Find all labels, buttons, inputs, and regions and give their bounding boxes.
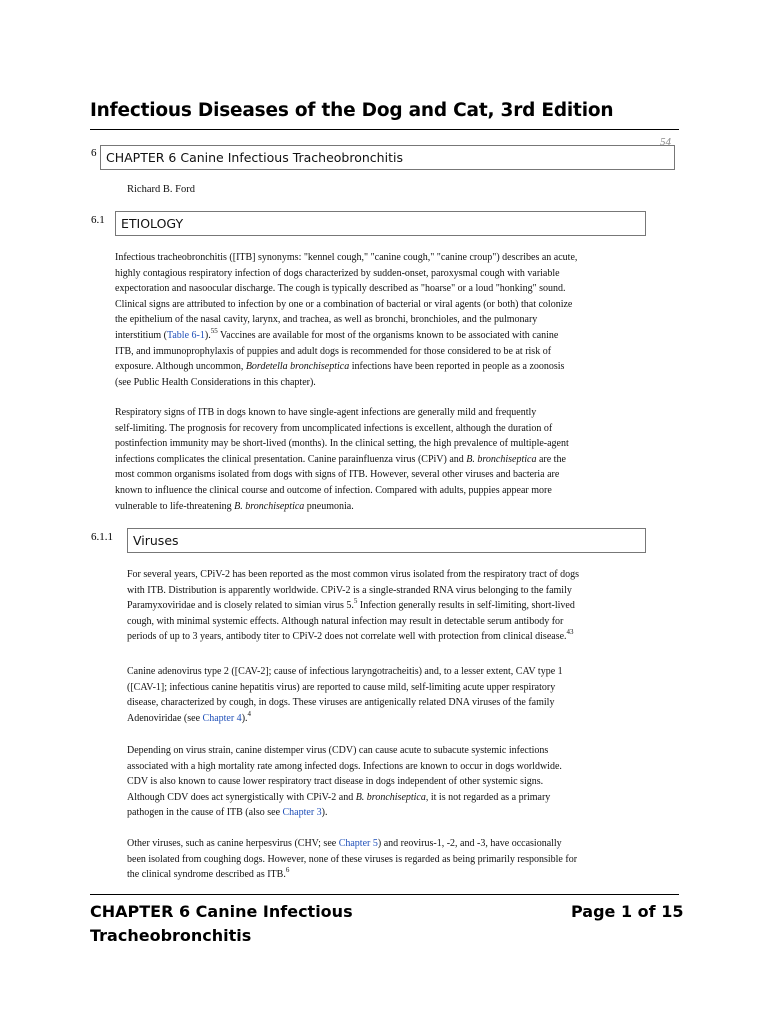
text-run: infections have been reported in people as a zoonosis xyxy=(349,361,565,373)
viruses-paragraph-2 xyxy=(127,664,563,726)
text-line xyxy=(127,867,577,883)
viruses-paragraph-1 xyxy=(127,567,579,645)
text-line xyxy=(127,629,579,645)
footer-rule xyxy=(90,894,679,895)
book-title: Infectious Diseases of the Dog and Cat, 3rd Edition xyxy=(90,100,614,121)
text-run: infections complicates the clinical presentation. Canine parainfluenza virus (CPiV) and xyxy=(115,453,467,465)
text-line: the epithelium of the nasal cavity, larynx, and trachea, as well as bronchi, bronchioles, and the pulmonary xyxy=(115,314,538,326)
text-line: highly contagious respiratory infection of dogs characterized by sudden-onset, paroxysmal cough with variable xyxy=(115,267,560,279)
footer-title-line: CHAPTER 6 Canine Infectious xyxy=(90,902,353,921)
citation-superscript: 4 xyxy=(247,709,252,718)
text-line: with ITB. Distribution is apparently worldwide. CPiV-2 is a single-stranded RNA virus belonging to the family xyxy=(127,584,572,596)
footer-title-line: Tracheobronchitis xyxy=(90,926,252,945)
text-line: ([CAV-1]; infectious canine hepatitis virus) are reported to cause mild, self-limiting acute upper respiratory xyxy=(127,681,556,693)
text-line xyxy=(115,359,577,375)
text-line xyxy=(115,328,577,344)
text-run: exposure. Although uncommon, xyxy=(115,361,246,373)
italic-term: B. bronchiseptica xyxy=(466,453,537,465)
text-run: Although CDV does act synergistically with CPiV-2 and xyxy=(127,791,356,803)
etiology-paragraph-1 xyxy=(115,250,577,390)
text-line: postinfection immunity may be short-lived (months). In the clinical setting, the high prevalence of multiple-agent xyxy=(115,438,569,450)
text-line: associated with a high mortality rate among infected dogs. Infections are known to occur in dogs worldwide. xyxy=(127,760,562,772)
chapter-4-link[interactable]: Chapter 4 xyxy=(202,712,242,724)
text-line: Depending on virus strain, canine distemper virus (CDV) can cause acute to subacute systemic infections xyxy=(127,745,549,756)
text-line: cough, with minimal systemic effects. Although natural infection may result in detectable serum antibody for xyxy=(127,615,564,627)
text-line: Clinical signs are attributed to infection by one or a combination of bacterial or viral agents (or both) that colonize xyxy=(115,298,573,310)
text-run: are the xyxy=(536,453,566,465)
text-line: CDV is also known to cause lower respiratory tract disease in dogs independent of other systemic signs. xyxy=(127,776,544,788)
section-number-6-1-1: 6.1.1 xyxy=(91,531,113,543)
viruses-paragraph-4 xyxy=(127,836,577,883)
text-line: ITB, and immunoprophylaxis of puppies and adult dogs is recommended for those considered to be at risk of xyxy=(115,345,552,357)
text-run: ) and reovirus-1, -2, and -3, have occasionally xyxy=(377,838,562,849)
citation-superscript: 55 xyxy=(210,326,218,335)
text-run: vulnerable to life-threatening xyxy=(115,500,235,512)
text-run: interstitium ( xyxy=(115,329,167,341)
viruses-paragraph-3 xyxy=(127,743,562,821)
footer-chapter-title xyxy=(90,900,353,948)
italic-term: B. bronchiseptica xyxy=(355,791,426,803)
footer-page-label: Page 1 of 15 xyxy=(571,902,684,921)
text-line xyxy=(127,598,579,614)
italic-term: Bordetella bronchiseptica xyxy=(245,361,350,373)
text-run: , it is not regarded as a primary xyxy=(425,791,551,803)
chapter-5-link[interactable]: Chapter 5 xyxy=(338,838,378,849)
chapter-3-link[interactable]: Chapter 3 xyxy=(282,807,322,819)
text-line: been isolated from coughing dogs. However, none of these viruses is regarded as being primarily responsible for xyxy=(127,853,578,865)
text-line xyxy=(115,452,569,468)
text-line: expectoration and nasoocular discharge. The cough is typically described as "hoarse" or a loud "honking" sound. xyxy=(115,283,566,295)
text-run: pneumonia. xyxy=(304,500,354,512)
table-6-1-link[interactable]: Table 6-1 xyxy=(166,329,205,341)
text-run: periods of up to 3 years, antibody titer to CPiV-2 does not correlate well with protection from clinical disease. xyxy=(127,631,567,643)
page-number: 54 xyxy=(660,136,671,148)
author: Richard B. Ford xyxy=(127,184,195,195)
text-run: ). xyxy=(241,712,248,724)
section-heading-viruses: Viruses xyxy=(127,528,646,553)
section-heading-etiology: ETIOLOGY xyxy=(115,211,646,236)
header-rule xyxy=(90,129,679,130)
text-run: Infection generally results in self-limiting, short-lived xyxy=(357,600,575,612)
citation-superscript: 5 xyxy=(353,597,358,606)
section-number-6-1: 6.1 xyxy=(91,214,105,226)
text-run: the clinical syndrome described as ITB. xyxy=(127,869,286,881)
text-line: Infectious tracheobronchitis ([ITB] synonyms: "kennel cough," "canine cough," "canine croup") describes an acute, xyxy=(115,252,578,263)
text-line: For several years, CPiV-2 has been reported as the most common virus isolated from the respiratory tract of dogs xyxy=(127,569,580,580)
text-run: Other viruses, such as canine herpesvirus (CHV; see xyxy=(127,838,339,849)
italic-term: B. bronchiseptica xyxy=(234,500,305,512)
text-line: (see Public Health Considerations in this chapter). xyxy=(115,376,316,388)
text-line: Canine adenovirus type 2 ([CAV-2]; cause of infectious laryngotracheitis) and, to a lesser extent, CAV type 1 xyxy=(127,666,563,677)
text-line xyxy=(127,711,563,727)
text-line: most common organisms isolated from dogs with signs of ITB. However, several other viruses and bacteria are xyxy=(115,469,560,481)
text-line xyxy=(127,790,562,806)
text-run: Paramyxoviridae and is closely related to simian virus 5. xyxy=(127,600,354,612)
text-line: known to influence the clinical course and outcome of infection. Compared with adults, puppies appear more xyxy=(115,484,552,496)
text-run: ). xyxy=(204,329,211,341)
text-line xyxy=(127,805,562,821)
text-line xyxy=(115,499,569,515)
chapter-heading: CHAPTER 6 Canine Infectious Tracheobronchitis xyxy=(100,145,675,170)
text-run: ). xyxy=(321,807,328,819)
chapter-number: 6 xyxy=(91,147,97,159)
text-line: disease, characterized by cough, in dogs. These viruses are antigenically related DNA viruses of the family xyxy=(127,697,555,709)
citation-superscript: 6 xyxy=(285,866,290,875)
citation-superscript: 43 xyxy=(566,628,574,637)
text-line: Respiratory signs of ITB in dogs known to have single-agent infections are generally mild and frequently xyxy=(115,407,537,418)
etiology-paragraph-2 xyxy=(115,405,569,514)
text-line: self-limiting. The prognosis for recovery from uncomplicated infections is excellent, although the duration of xyxy=(115,422,553,434)
text-run: Adenoviridae (see xyxy=(127,712,203,724)
text-run: Vaccines are available for most of the organisms known to be associated with canine xyxy=(217,329,559,341)
text-run: pathogen in the cause of ITB (also see xyxy=(127,807,283,819)
text-line xyxy=(127,836,577,852)
